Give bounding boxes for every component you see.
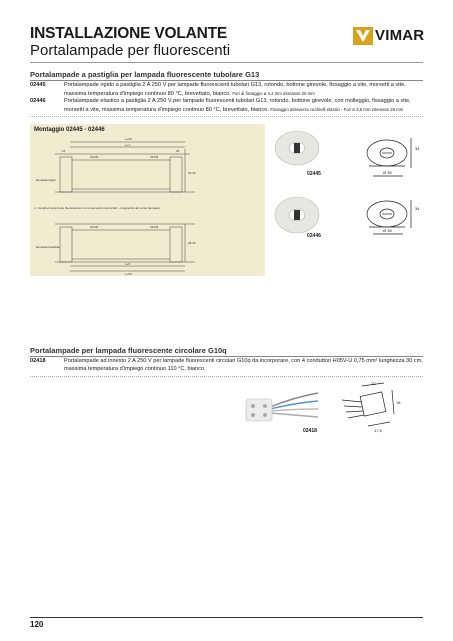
lampholder-drawing-02446 — [355, 192, 427, 260]
product-description — [64, 82, 423, 98]
product-note: Fissaggio attraverso occhielli elastici - Fori ø 3,5 mm interasse 26 mm — [270, 106, 404, 112]
dim-label: 17,5 — [374, 428, 382, 433]
dim-label: 25 — [176, 149, 180, 153]
part-label: 02446 — [150, 225, 159, 229]
product-text: Portalampade rigido a pastiglia 2 A 250 V per lampade fluorescenti tubolari G13, rotondo, bottone girevole, fissaggio a vite, morsetti a vite, massima temperatura d'impiego continuo 80 °C, brevettato, bianco. — [64, 82, 406, 97]
photo-label: 02418 — [303, 428, 317, 434]
lampholder-photo-02446 — [272, 194, 322, 236]
vimar-mark-icon — [353, 27, 373, 45]
product-text: Portalampade elastico a pastiglia 2 A 250 V per lampade fluorescenti tubolari G13, rotondo, bottone girevole, con molleggio, fissaggio a vite, morsetti a vite, massima temperatura d'impiego continuo 80 °C, brevettato, bianco. — [64, 98, 411, 113]
product-row-02445 — [30, 82, 423, 98]
dim-label: 28-30 — [188, 241, 196, 245]
dim-label: 34 — [415, 206, 420, 211]
product-code: 02446 — [30, 98, 46, 104]
part-label: 02446 — [90, 225, 99, 229]
lampholder-drawing-02418 — [338, 380, 426, 438]
divider — [30, 116, 423, 117]
dim-label: L+90 — [125, 137, 132, 141]
page-subtitle: Portalampade per fluorescenti — [30, 42, 231, 59]
product-note: Fori di fissaggio ø 4,2 mm interasse 26 mm — [232, 90, 315, 96]
product-code: 02445 — [30, 82, 46, 88]
footer-rule — [30, 617, 423, 618]
section-rule — [30, 356, 423, 357]
part-label: lampada flessibile — [36, 245, 60, 249]
product-description: Portalampade ad innesto 2 A 250 V per lampade fluorescenti circolari G10q da incorporare, con 4 conduttori H05V-U 0,75 mm² lunghezza 30 cm, massima temperatura d'impiego continuo 110 °C, bianco. — [64, 358, 423, 372]
lampholder-drawing-02445 — [355, 128, 427, 196]
diagram-note: L = lunghezza del tubo fluorescente in mm secondo norma IEC - lunghezza del corpo lampada — [34, 206, 160, 210]
dim-label: 16 — [62, 149, 66, 153]
product-row-02418 — [30, 358, 423, 374]
section-title-g10q: Portalampade per lampada fluorescente circolare G10q — [30, 346, 227, 355]
page-title: INSTALLAZIONE VOLANTE — [30, 25, 228, 42]
dim-label: 18 — [396, 400, 401, 405]
part-label: 02445 — [90, 155, 99, 159]
diagram-title: Montaggio 02445 - 02446 — [34, 127, 105, 133]
dim-label: 34 — [415, 146, 420, 151]
product-code: 02418 — [30, 358, 46, 364]
dim-label: L+1 — [125, 143, 131, 147]
brand-logo — [353, 27, 425, 45]
divider — [30, 376, 423, 377]
dim-label: 22 — [371, 381, 376, 386]
mounting-diagram — [30, 124, 265, 276]
header-rule — [30, 62, 423, 63]
dim-label: L+5 — [125, 262, 131, 266]
product-row-02446 — [30, 98, 423, 114]
lampholder-photo-02445 — [272, 128, 322, 168]
brand-name: VIMAR — [375, 27, 425, 44]
product-description — [64, 98, 423, 114]
dim-label: 30-32 — [188, 171, 196, 175]
dim-label: L+60 — [125, 272, 132, 276]
photo-label: 02445 — [307, 171, 321, 177]
page-number: 120 — [30, 620, 44, 629]
photo-label: 02446 — [307, 233, 321, 239]
section-title-g13: Portalampade a pastiglia per lampada fluorescente tubolare G13 — [30, 70, 260, 79]
section-rule — [30, 80, 423, 81]
dim-label: Ø 35 — [383, 170, 392, 175]
part-label: 02445 — [150, 155, 159, 159]
part-label: lampada rigido — [36, 178, 56, 182]
dim-label: Ø 35 — [383, 228, 392, 233]
